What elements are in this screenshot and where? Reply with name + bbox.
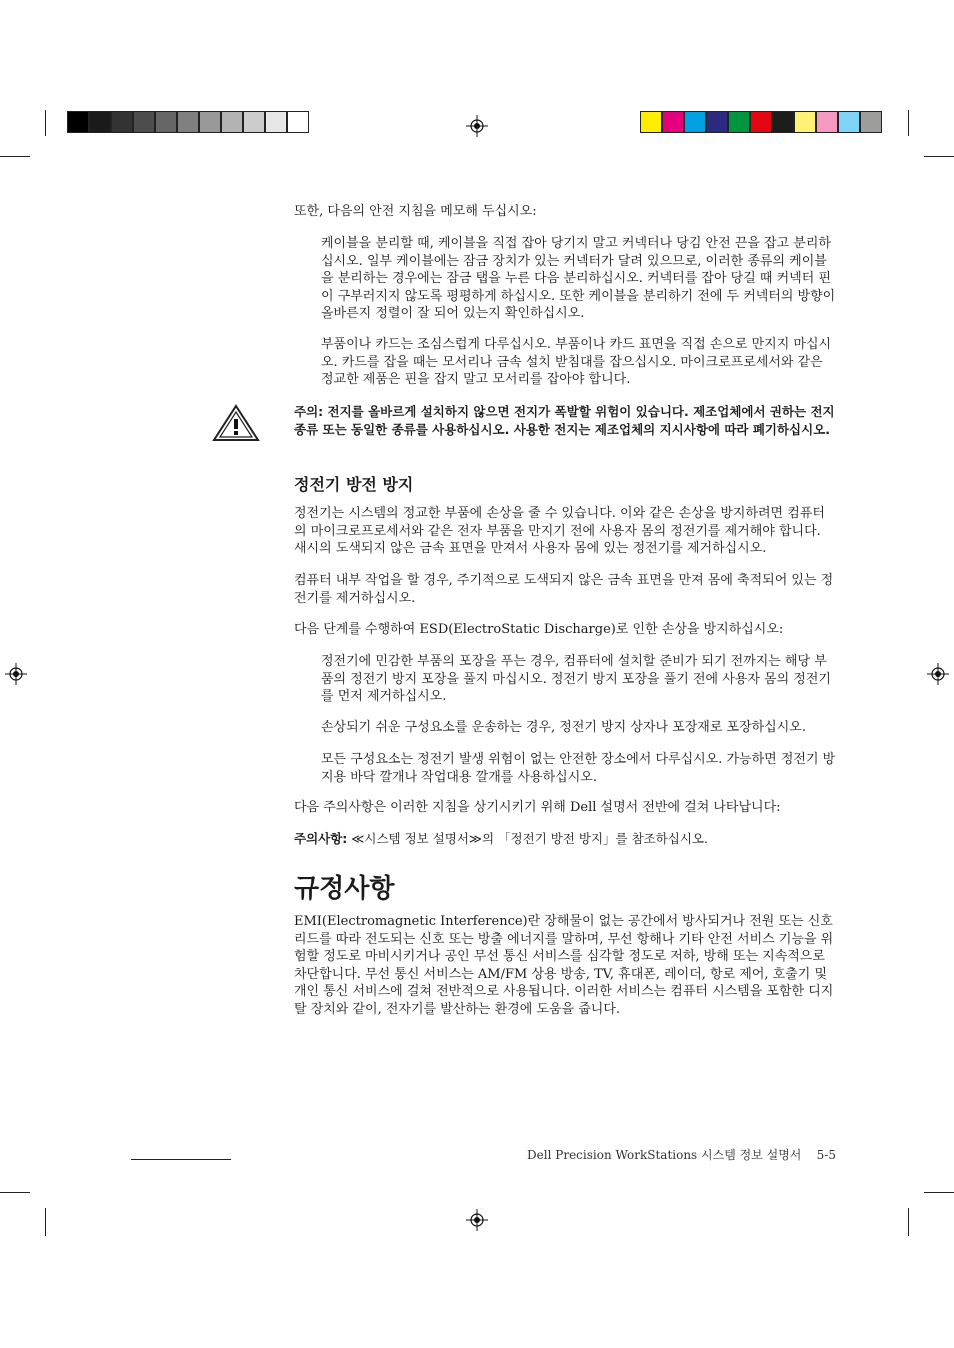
- footer-title: Dell Precision WorkStations 시스템 정보 설명서: [527, 1148, 802, 1162]
- esd-paragraph-4: 다음 주의사항은 이러한 지침을 상기시키기 위해 Dell 설명서 전반에 걸쳐 나타납니다:: [294, 800, 781, 815]
- color-swatch: [860, 111, 882, 133]
- color-swatch: [750, 111, 772, 133]
- caution-text: 전지를 올바르게 설치하지 않으면 전지가 폭발할 위험이 있습니다. 제조업체에서 권하는 전지 종류 또는 동일한 종류를 사용하십시오. 사용한 전지는 제조업체의 지시사항에 따라 폐기하십시오.: [294, 404, 835, 437]
- crop-mark: [908, 1208, 909, 1236]
- section-heading-esd: 정전기 방전 방지: [294, 475, 414, 494]
- gray-swatch: [67, 111, 89, 133]
- color-swatch: [772, 111, 794, 133]
- gray-swatch: [133, 111, 155, 133]
- registration-mark-icon: [466, 115, 488, 137]
- color-swatch: [728, 111, 750, 133]
- registration-mark-icon: [466, 1209, 488, 1231]
- gray-swatch: [287, 111, 309, 133]
- color-swatch: [706, 111, 728, 133]
- intro-text: 또한, 다음의 안전 지침을 메모해 두십시오:: [294, 204, 537, 219]
- notice-note: [294, 830, 836, 848]
- gray-swatch: [177, 111, 199, 133]
- warning-triangle-icon: [212, 404, 260, 442]
- esd-paragraph-1: 정전기는 시스템의 정교한 부품에 손상을 줄 수 있습니다. 이와 같은 손상을 방지하려면 컴퓨터의 마이크로프로세서와 같은 전자 부품을 만지기 전에 사용자 몸의 정전기를 제거해야 합니다. 새시의 도색되지 않은 금속 표면을 만져서 사용자 몸에 있는 정전기를 제거하십시오.: [294, 506, 825, 556]
- gray-swatch: [265, 111, 287, 133]
- gray-swatch: [221, 111, 243, 133]
- crop-mark: [924, 1192, 954, 1193]
- esd-bullet-handling: 모든 구성요소는 정전기 발생 위험이 없는 안전한 장소에서 다루십시오. 가능하면 정전기 방지용 바닥 깔개나 작업대용 깔개를 사용하십시오.: [321, 752, 836, 785]
- color-bar: [640, 111, 882, 133]
- gray-swatch: [155, 111, 177, 133]
- crop-mark: [45, 1208, 46, 1236]
- esd-paragraph-3: 다음 단계를 수행하여 ESD(ElectroStatic Discharge)로 인한 손상을 방지하십시오:: [294, 622, 784, 637]
- caution-label: 주의:: [294, 404, 324, 419]
- gray-swatch: [111, 111, 133, 133]
- grayscale-bar: [67, 111, 309, 133]
- esd-bullet-shipping: 손상되기 쉬운 구성요소를 운송하는 경우, 정전기 방지 상자나 포장재로 포장하십시오.: [321, 720, 806, 735]
- gray-swatch: [89, 111, 111, 133]
- crop-mark: [924, 156, 954, 157]
- crop-mark: [45, 110, 46, 136]
- color-swatch: [838, 111, 860, 133]
- page-footer: [527, 1146, 836, 1163]
- esd-bullet-unpacking: 정전기에 민감한 부품의 포장을 푸는 경우, 컴퓨터에 설치할 준비가 되기 전까지는 해당 부품의 정전기 방지 포장을 풀지 마십시오. 정전기 방지 포장을 풀기 전에 사용자 몸의 정전기를 먼저 제거하십시오.: [321, 654, 831, 704]
- color-swatch: [640, 111, 662, 133]
- caution-note: [294, 403, 836, 439]
- registration-mark-icon: [927, 663, 949, 685]
- esd-paragraph-2: 컴퓨터 내부 작업을 할 경우, 주기적으로 도색되지 않은 금속 표면을 만져 몸에 축적되어 있는 정전기를 제거하십시오.: [294, 573, 834, 606]
- gray-swatch: [243, 111, 265, 133]
- crop-mark: [0, 1192, 30, 1193]
- section-heading-regulatory: 규정사항: [294, 874, 395, 904]
- safety-bullet-cables: 케이블을 분리할 때, 케이블을 직접 잡아 당기지 말고 커넥터나 당김 안전 끈을 잡고 분리하십시오. 일부 케이블에는 잠금 장치가 있는 커넥터가 달려 있으므로, 이러한 종류의 케이블을 분리하는 경우에는 잠금 탭을 누른 다음 분리하십시오. 커넥터를 잡아 당길 때 커넥터 핀이 구부러지지 않도록 평평하게 하십시오. 또한 케이블을 분리하기 전에 두 커넥터의 방향이 올바른지 정렬이 잘 되어 있는지 확인하십시오.: [321, 236, 836, 321]
- crop-mark: [0, 156, 30, 157]
- color-swatch: [684, 111, 706, 133]
- notice-text: ≪시스템 정보 설명서≫의 「정전기 방전 방지」를 참조하십시오.: [347, 831, 708, 846]
- color-swatch: [816, 111, 838, 133]
- registration-mark-icon: [5, 663, 27, 685]
- color-swatch: [662, 111, 684, 133]
- safety-bullet-components: 부품이나 카드는 조심스럽게 다루십시오. 부품이나 카드 표면을 직접 손으로 만지지 마십시오. 카드를 잡을 때는 모서리나 금속 설치 받침대를 잡으십시오. 마이크로프로세서와 같은 정교한 제품은 핀을 잡지 말고 모서리를 잡아야 합니다.: [321, 337, 832, 387]
- crop-mark: [908, 110, 909, 136]
- gray-swatch: [199, 111, 221, 133]
- page-number: 5-5: [816, 1148, 836, 1162]
- regulatory-paragraph: EMI(Electromagnetic Interference)란 장해물이 없는 공간에서 방사되거나 전원 또는 신호 리드를 따라 전도되는 신호 또는 방출 에너지를 말하며, 무선 항해나 기타 안전 서비스 기능을 위험할 정도로 마비시키거나 공인 무선 통신 서비스를 심각할 정도로 저하, 방해 또는 지속적으로 차단합니다. 무선 통신 서비스는 AM/FM 상용 방송, TV, 휴대폰, 레이더, 항로 제어, 호출기 및 개인 통신 서비스에 걸쳐 전반적으로 사용됩니다. 이러한 서비스는 컴퓨터 시스템을 포함한 디지탈 장치와 같이, 전자기를 발산하는 환경에 도움을 줍니다.: [294, 914, 834, 1017]
- color-swatch: [794, 111, 816, 133]
- footer-rule: [131, 1159, 231, 1160]
- notice-label: 주의사항:: [294, 831, 348, 846]
